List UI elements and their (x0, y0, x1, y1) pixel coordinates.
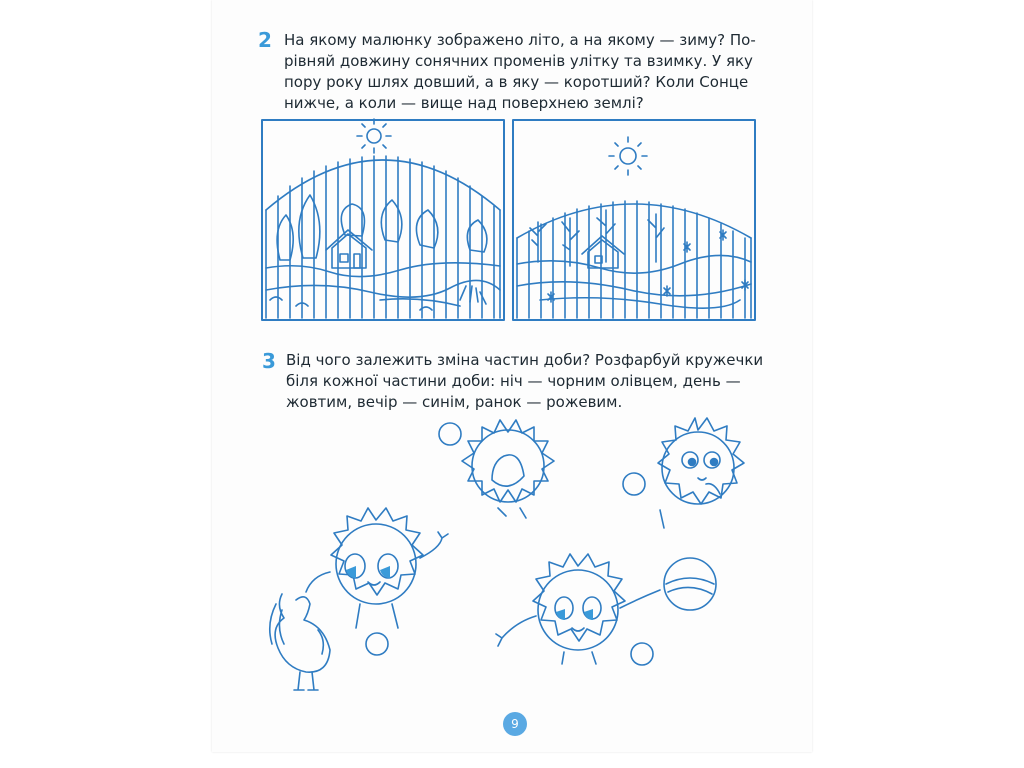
page-number-badge: 9 (503, 712, 527, 736)
task-2-line: На якому малюнку зображено літо, а на якому — зиму? По- (284, 31, 756, 49)
evening-sun-with-ball-illustration (496, 554, 716, 664)
task-3-number: 3 (262, 349, 276, 373)
winter-sun-icon (609, 137, 647, 175)
coloring-circle[interactable] (366, 633, 388, 655)
night-sun-sleeping-illustration (462, 420, 554, 518)
coloring-circle[interactable] (439, 423, 461, 445)
task-3-line: Від чого залежить зміна частин доби? Розфарбуй кружечки (286, 351, 764, 369)
ball-icon (664, 558, 716, 610)
task-3-line: жовтим, вечір — синім, ранок — рожевим. (286, 393, 623, 411)
task-2-number: 2 (258, 28, 272, 52)
task-2-line: пору року шлях довший, а в яку — коротший? Коли Сонце (284, 73, 749, 91)
task-2-line: рівняй довжину сонячних променів улітку та взимку. У яку (284, 52, 753, 70)
morning-sun-waking-illustration (658, 418, 744, 528)
summer-sun-icon (357, 119, 391, 153)
coloring-circle[interactable] (631, 643, 653, 665)
day-sun-waving-illustration (306, 508, 448, 628)
rooster-illustration (270, 594, 330, 690)
winter-landscape-illustration (513, 120, 755, 320)
coloring-circle[interactable] (623, 473, 645, 495)
summer-landscape-illustration (262, 119, 504, 320)
task-2-line: нижче, а коли — вище над поверхнею землі? (284, 94, 644, 112)
task-3-line: біля кожної частини доби: ніч — чорним олівцем, день — (286, 372, 741, 390)
